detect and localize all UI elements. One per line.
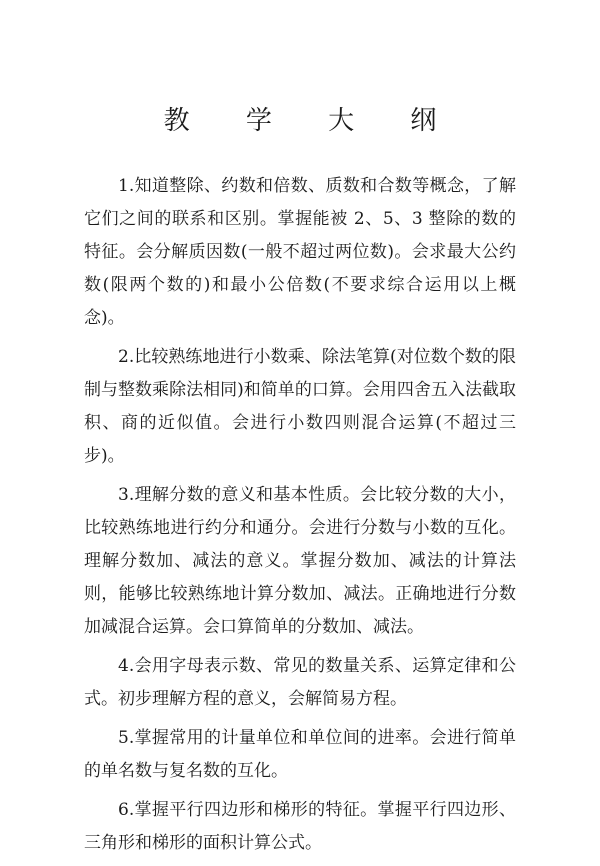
syllabus-item-2: 2.比较熟练地进行小数乘、除法笔算(对位数个数的限制与整数乘除法相同)和简单的口算。会用四舍五入法截取积、商的近似值。会进行小数四则混合运算(不超过三步)。 [84, 347, 516, 466]
document-title: 教 学 大 纲 [163, 106, 461, 136]
syllabus-body [84, 170, 516, 866]
syllabus-item-6: 6.掌握平行四边形和梯形的特征。掌握平行四边形、三角形和梯形的面积计算公式。 [84, 800, 516, 853]
syllabus-item-1: 1.知道整除、约数和倍数、质数和合数等概念，了解它们之间的联系和区别。掌握能被 2、5、3 整除的数的特征。会分解质因数(一般不超过两位数)。会求最大公约数(限两个数的)和最小公倍数(不要求综合运用以上概念)。 [84, 176, 516, 328]
syllabus-item-5: 5.掌握常用的计量单位和单位间的进率。会进行简单的单名数与复名数的互化。 [84, 728, 516, 781]
syllabus-item-3: 3.理解分数的意义和基本性质。会比较分数的大小，比较熟练地进行约分和通分。会进行分数与小数的互化。理解分数加、减法的意义。掌握分数加、减法的计算法则，能够比较熟练地计算分数加、减法。正确地进行分数加减混合运算。会口算简单的分数加、减法。 [84, 485, 516, 637]
syllabus-item-4: 4.会用字母表示数、常见的数量关系、运算定律和公式。初步理解方程的意义，会解简易方程。 [84, 656, 516, 709]
